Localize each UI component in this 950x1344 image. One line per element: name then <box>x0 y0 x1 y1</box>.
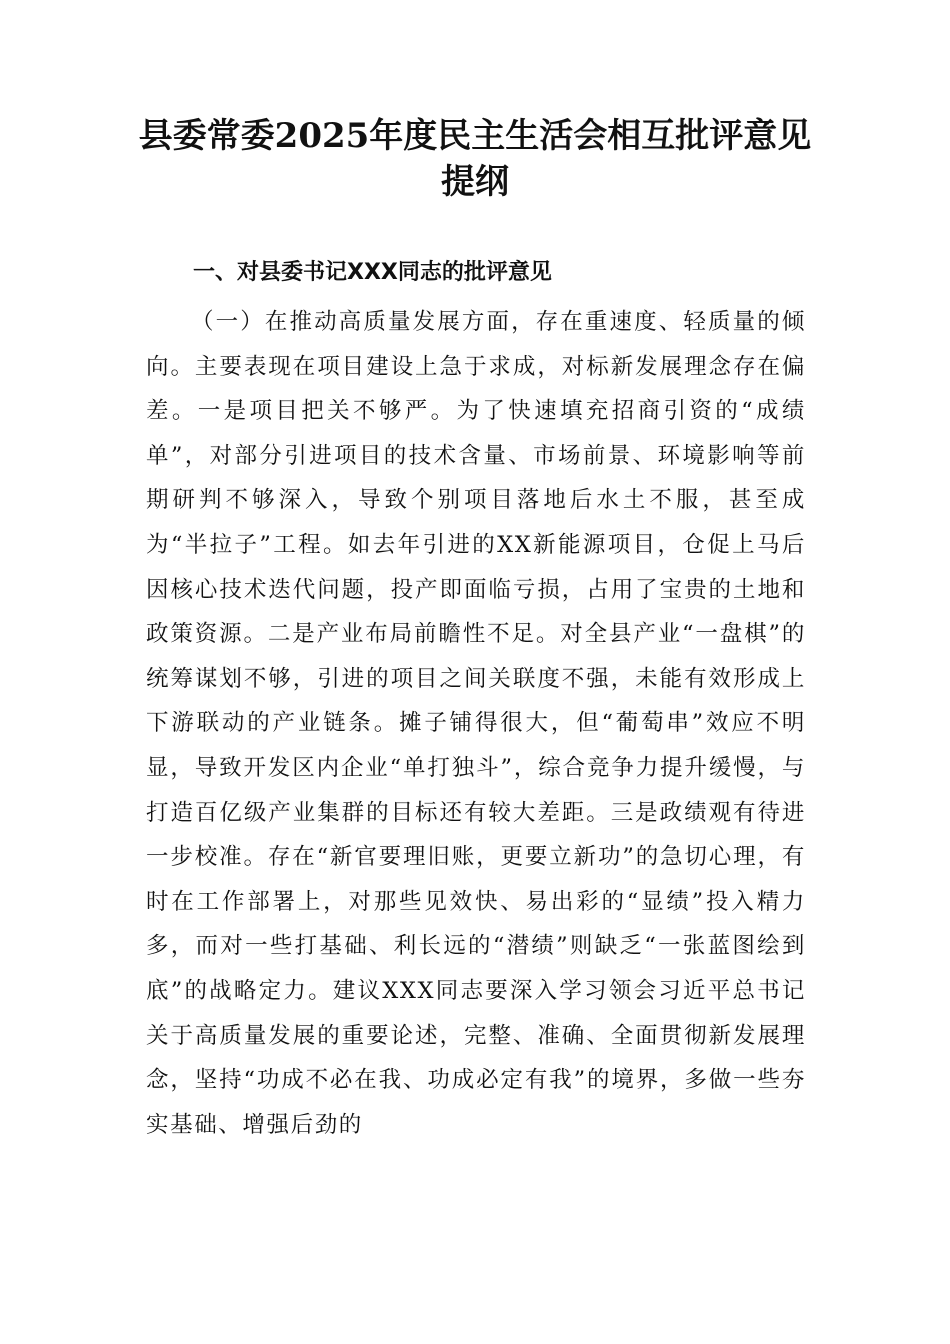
section-heading: 一、对县委书记XXX同志的批评意见 <box>193 260 552 285</box>
body-paragraph: （一）在推动高质量发展方面，存在重速度、轻质量的倾向。主要表现在项目建设上急于求成，对标新发展理念存在偏差。一是项目把关不够严。为了快速填充招商引资的“成绩单”，对部分引进项目的技术含量、市场前景、环境影响等前期研判不够深入，导致个别项目落地后水土不服，甚至成为“半拉子”工程。如去年引进的XX新能源项目，仓促上马后因核心技术迭代问题，投产即面临亏损，占用了宝贵的土地和政策资源。二是产业布局前瞻性不足。对全县产业“一盘棋”的统筹谋划不够，引进的项目之间关联度不强，未能有效形成上下游联动的产业链条。摊子铺得很大，但“葡萄串”效应不明显，导致开发区内企业“单打独斗”，综合竞争力提升缓慢，与打造百亿级产业集群的目标还有较大差距。三是政绩观有待进一步校准。存在“新官要理旧账，更要立新功”的急切心理，有时在工作部署上，对那些见效快、易出彩的“显绩”投入精力多，而对一些打基础、利长远的“潜绩”则缺乏“一张蓝图绘到底”的战略定力。建议XXX同志要深入学习领会习近平总书记关于高质量发展的重要论述，完整、准确、全面贯彻新发展理念，坚持“功成不必在我、功成必定有我”的境界，多做一些夯实基础、增强后劲的 <box>146 309 806 1138</box>
document-title: 县委常委2025年度民主生活会相互批评意见提纲 <box>138 116 812 202</box>
